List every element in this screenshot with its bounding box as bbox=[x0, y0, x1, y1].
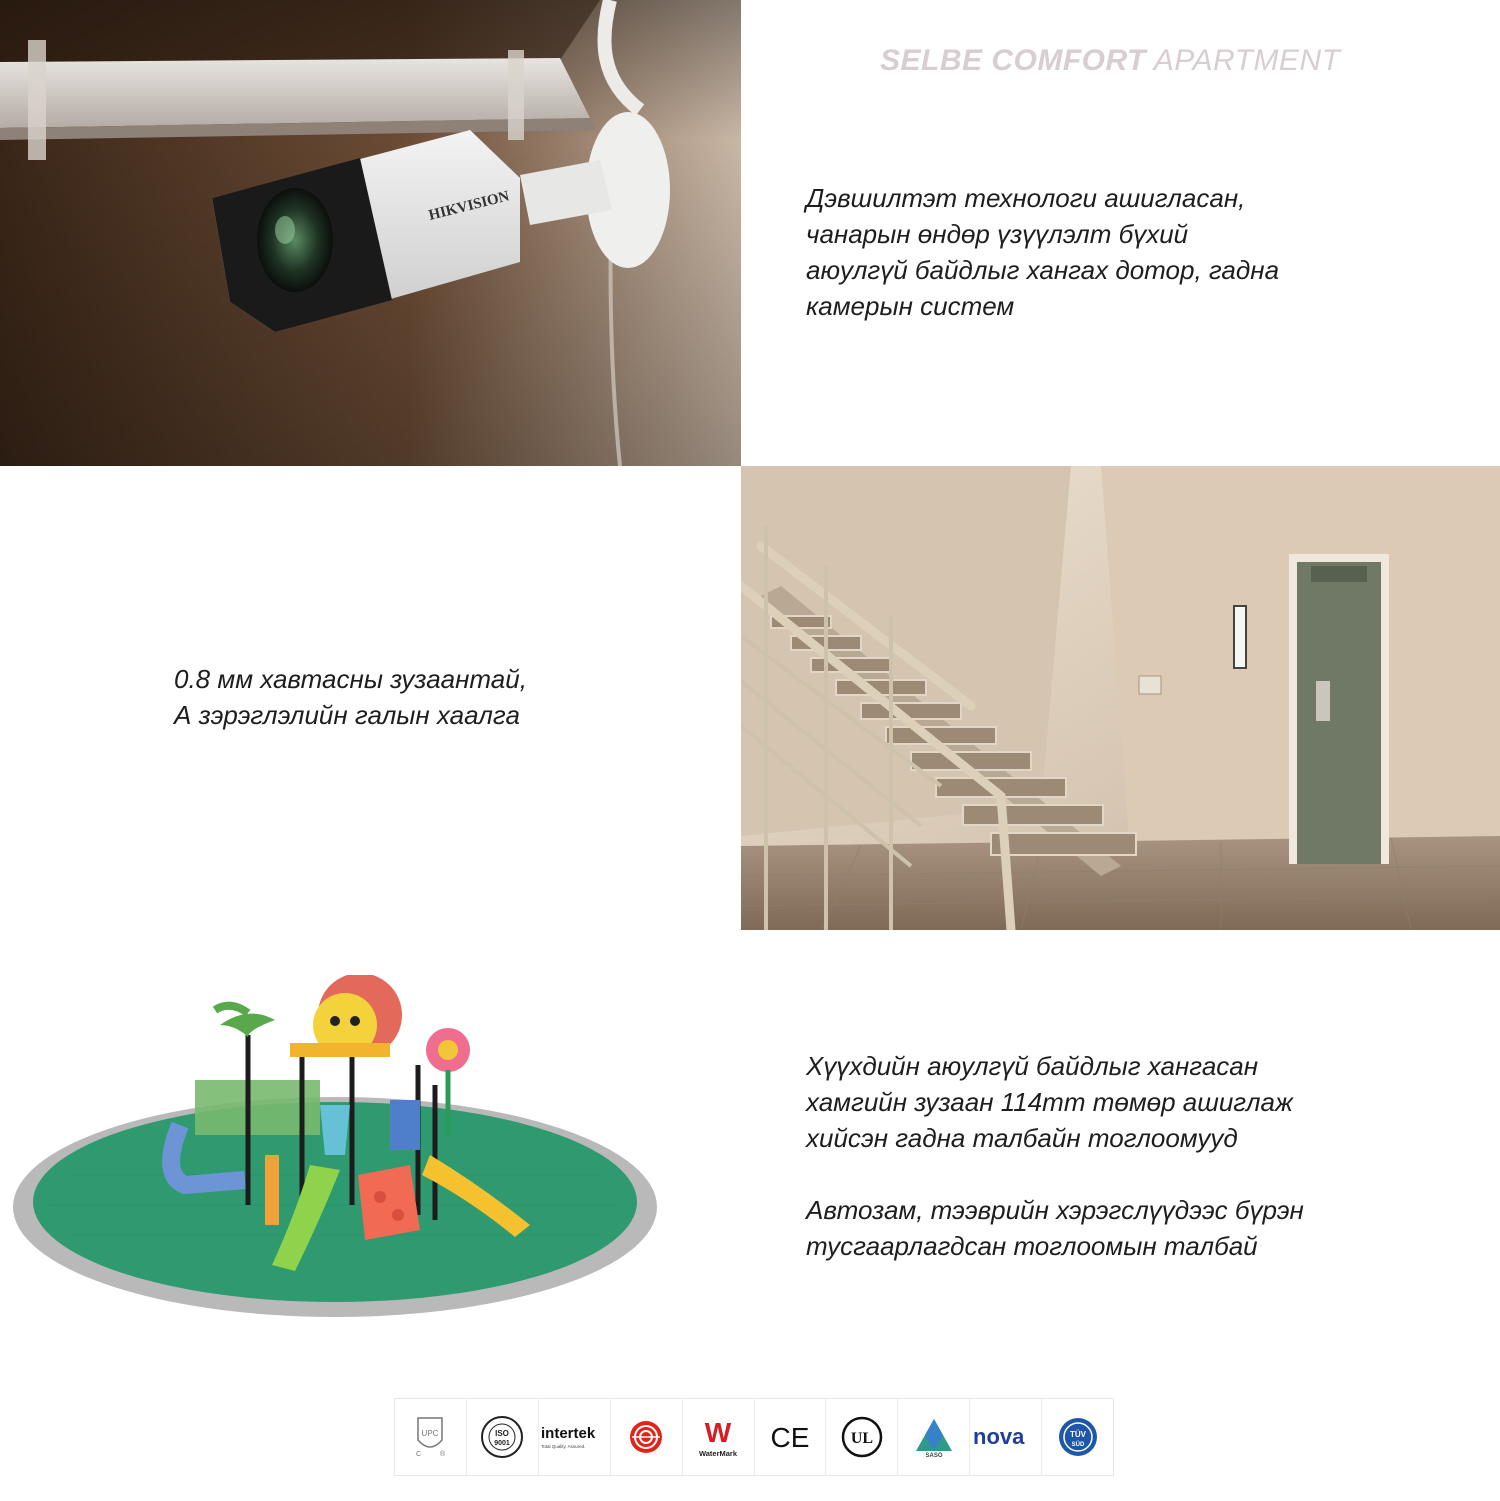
upc-cert bbox=[395, 1399, 467, 1475]
camera-description: Дэвшилтэт технологи ашигласан, чанарын өндөр үзүүлэлт бүхий аюулгүй байдлыг хангах дотор, гадна камерын систем bbox=[806, 183, 1280, 321]
intertek-cert bbox=[539, 1399, 611, 1475]
ul-listed-icon bbox=[840, 1415, 884, 1459]
road-separation-note: Автозам, тээврийн хэрэгслүүдээс бүрэн тусгаарлагдсан тоглоомын талбай bbox=[806, 1195, 1304, 1261]
certification-strip bbox=[394, 1398, 1114, 1476]
svg-text:SASO: SASO bbox=[925, 1453, 943, 1459]
upc-logo-icon bbox=[410, 1414, 450, 1460]
svg-text:intertek: intertek bbox=[541, 1425, 596, 1442]
svg-text:®: ® bbox=[440, 1451, 446, 1458]
nova-cert bbox=[970, 1399, 1042, 1475]
ce-mark-icon bbox=[767, 1419, 813, 1455]
svg-text:UPC: UPC bbox=[422, 1429, 439, 1438]
svg-text:C: C bbox=[416, 1451, 422, 1458]
ul-cert bbox=[826, 1399, 898, 1475]
tuv-sud-icon bbox=[1056, 1415, 1100, 1459]
svg-text:SÜD: SÜD bbox=[1071, 1442, 1084, 1448]
playground-illustration bbox=[10, 975, 660, 1330]
nova-logo-icon bbox=[971, 1422, 1041, 1452]
brand-title bbox=[880, 44, 1340, 78]
camera-photo bbox=[0, 0, 741, 466]
iso-9001-icon bbox=[479, 1414, 525, 1460]
tuv-cert bbox=[1042, 1399, 1113, 1475]
svg-text:CE: CE bbox=[770, 1422, 810, 1453]
brand-light: APARTMENT bbox=[1153, 44, 1341, 77]
svg-text:UL: UL bbox=[850, 1430, 874, 1447]
svg-text:9001: 9001 bbox=[494, 1440, 511, 1447]
svg-text:nova: nova bbox=[972, 1424, 1025, 1449]
svg-text:TÜV: TÜV bbox=[1069, 1430, 1086, 1439]
brand-bold: SELBE COMFORT bbox=[880, 44, 1146, 77]
hikvision-logo: HIKVISION bbox=[427, 188, 512, 224]
playground-description: Хүүхдийн аюулгүй байдлыг хангасан хамгийн зузаан 114mm төмөр ашиглаж хийсэн гадна талбайн тоглоомууд bbox=[806, 1051, 1293, 1153]
svg-text:Total Quality. Assured.: Total Quality. Assured. bbox=[541, 1444, 586, 1449]
ce-cert bbox=[755, 1399, 827, 1475]
svg-text:ISO: ISO bbox=[495, 1429, 510, 1438]
intertek-logo-icon bbox=[539, 1422, 609, 1452]
iso-cert bbox=[467, 1399, 539, 1475]
svg-text:WaterMark: WaterMark bbox=[699, 1449, 738, 1458]
svg-text:W: W bbox=[704, 1417, 732, 1448]
watermark-cert bbox=[683, 1399, 755, 1475]
reddot-cert bbox=[611, 1399, 683, 1475]
stairwell-photo bbox=[741, 466, 1500, 930]
watermark-logo-icon bbox=[690, 1414, 746, 1460]
saso-cert bbox=[898, 1399, 970, 1475]
red-dot-icon bbox=[628, 1419, 664, 1455]
fire-door-description: 0.8 мм хавтасны зузаантай, А зэрэглэлийн галын хаалга bbox=[174, 664, 527, 730]
saso-logo-icon bbox=[912, 1415, 956, 1459]
